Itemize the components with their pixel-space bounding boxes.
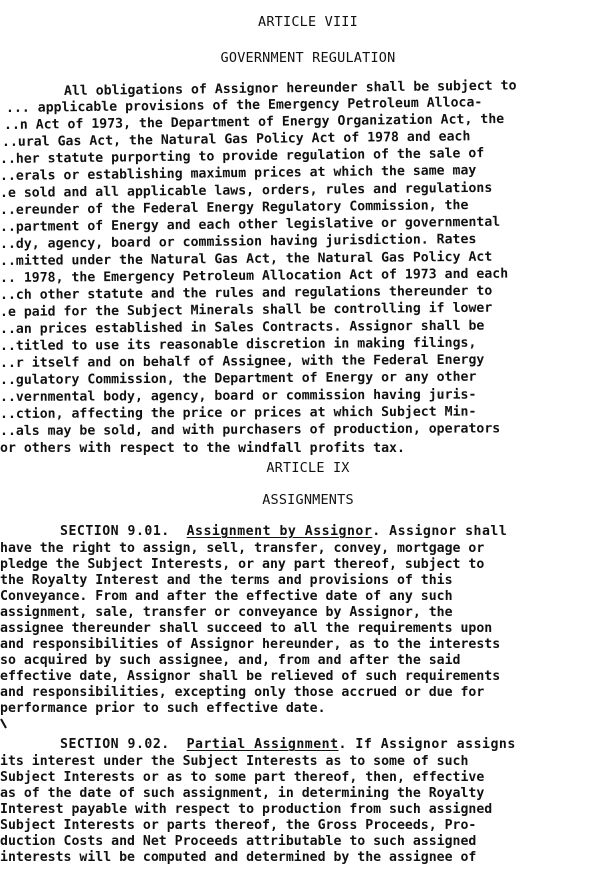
section-number: SECTION 9.02. xyxy=(60,737,170,752)
paragraph-line: have the right to assign, sell, transfer, convey, mortgage or xyxy=(0,541,485,556)
paragraph-line: .e sold and all applicable laws, orders, rules and regulations xyxy=(0,180,493,201)
paragraph-line: ..erals or establishing maximum prices at which the same may xyxy=(0,163,477,184)
paragraph-line: ..vernmental body, agency, board or commission having juris- xyxy=(0,387,477,405)
paragraph-line: Subject Interests or parts thereof, the Gross Proceeds, Pro- xyxy=(0,818,477,833)
paragraph-line: duction Costs and Net Proceeds attributable to such assigned xyxy=(0,834,477,849)
paragraph-line: ..gulatory Commission, the Department of Energy or any other xyxy=(0,369,477,388)
paragraph-line: ..her statute purporting to provide regulation of the sale of xyxy=(0,146,485,167)
section-heading: Partial Assignment xyxy=(186,737,339,752)
paragraph-line: pledge the Subject Interests, or any part thereof, subject to xyxy=(0,557,485,572)
paragraph-line: All obligations of Assignor hereunder shall be subject to xyxy=(63,78,517,99)
paragraph-line: assignment, sale, transfer or conveyance by Assignor, the xyxy=(0,605,453,620)
paragraph-line: ... applicable provisions of the Emergency Petroleum Alloca- xyxy=(5,95,483,116)
paragraph-line: ..titled to use its reasonable discretion in making filings, xyxy=(0,335,477,354)
paragraph-line: the Royalty Interest and the terms and provisions of this xyxy=(0,573,453,588)
paragraph-line: effective date, Assignor shall be relieved of such requirements xyxy=(0,669,501,684)
paragraph-line: and responsibilities of Assignor hereunder, as to the interests xyxy=(0,637,501,652)
section-number: SECTION 9.01. xyxy=(60,524,170,539)
paragraph-line: ..ction, affecting the price or prices at which Subject Min- xyxy=(0,404,477,422)
paragraph-line: .. 1978, the Emergency Petroleum Allocation Act of 1973 and each xyxy=(0,266,509,286)
article-8-subtitle: GOVERNMENT REGULATION xyxy=(220,50,396,66)
section-9-01-first-line xyxy=(60,524,507,540)
paragraph-line: performance prior to such effective date. xyxy=(0,701,326,716)
paragraph-line: ..ereunder of the Federal Energy Regulatory Commission, the xyxy=(0,198,469,218)
paragraph-line: as of the date of such assignment, in determining the Royalty xyxy=(0,786,485,801)
paragraph-line: ..r itself and on behalf of Assignee, with the Federal Energy xyxy=(0,352,485,371)
paragraph-line: ..ural Gas Act, the Natural Gas Policy Act of 1978 and each xyxy=(1,129,471,150)
paragraph-line: and responsibilities, excepting only those accrued or due for xyxy=(0,685,485,700)
paragraph-line: ..mitted under the Natural Gas Act, the Natural Gas Policy Act xyxy=(0,249,493,269)
paragraph-line: ..partment of Energy and each other legislative or governmental xyxy=(0,214,501,235)
paragraph-line: ..ch other statute and the rules and regulations thereunder to xyxy=(0,283,493,303)
paragraph-line: Conveyance. From and after the effective date of any such xyxy=(0,589,453,604)
paragraph-line: .e paid for the Subject Minerals shall be controlling if lower xyxy=(0,300,493,320)
article-9-subtitle: ASSIGNMENTS xyxy=(262,492,354,508)
paragraph-line: assignee thereunder shall succeed to all the requirements upon xyxy=(0,621,493,636)
paragraph-line: Interest payable with respect to production from such assigned xyxy=(0,802,493,817)
section-heading: Assignment by Assignor xyxy=(186,524,373,539)
paragraph-line: interests will be computed and determined by the assignee of xyxy=(0,850,477,865)
paragraph-line: ..als may be sold, and with purchasers of production, operators xyxy=(0,421,501,439)
paragraph-line: ..an prices established in Sales Contracts. Assignor shall be xyxy=(0,318,485,337)
article-8-title: ARTICLE VIII xyxy=(258,14,358,30)
paragraph-line: so acquired by such assignee, and, from and after the said xyxy=(0,653,461,668)
article-9-title: ARTICLE IX xyxy=(266,460,350,476)
paragraph-line: its interest under the Subject Interests as to some of such xyxy=(0,754,469,769)
paragraph-line: ..n Act of 1973, the Department of Energy Organization Act, the xyxy=(3,111,505,133)
paragraph-line: ..dy, agency, board or commission having jurisdiction. Rates xyxy=(0,232,477,252)
paragraph-line: Subject Interests or as to some part thereof, then, effective xyxy=(0,770,485,785)
paragraph-line: or others with respect to the windfall profits tax. xyxy=(0,441,405,456)
scan-mark xyxy=(0,718,8,730)
section-line-rest: . If Assignor assigns xyxy=(338,737,516,752)
section-line-rest: . Assignor shall xyxy=(372,524,508,539)
section-9-02-first-line xyxy=(60,737,516,753)
